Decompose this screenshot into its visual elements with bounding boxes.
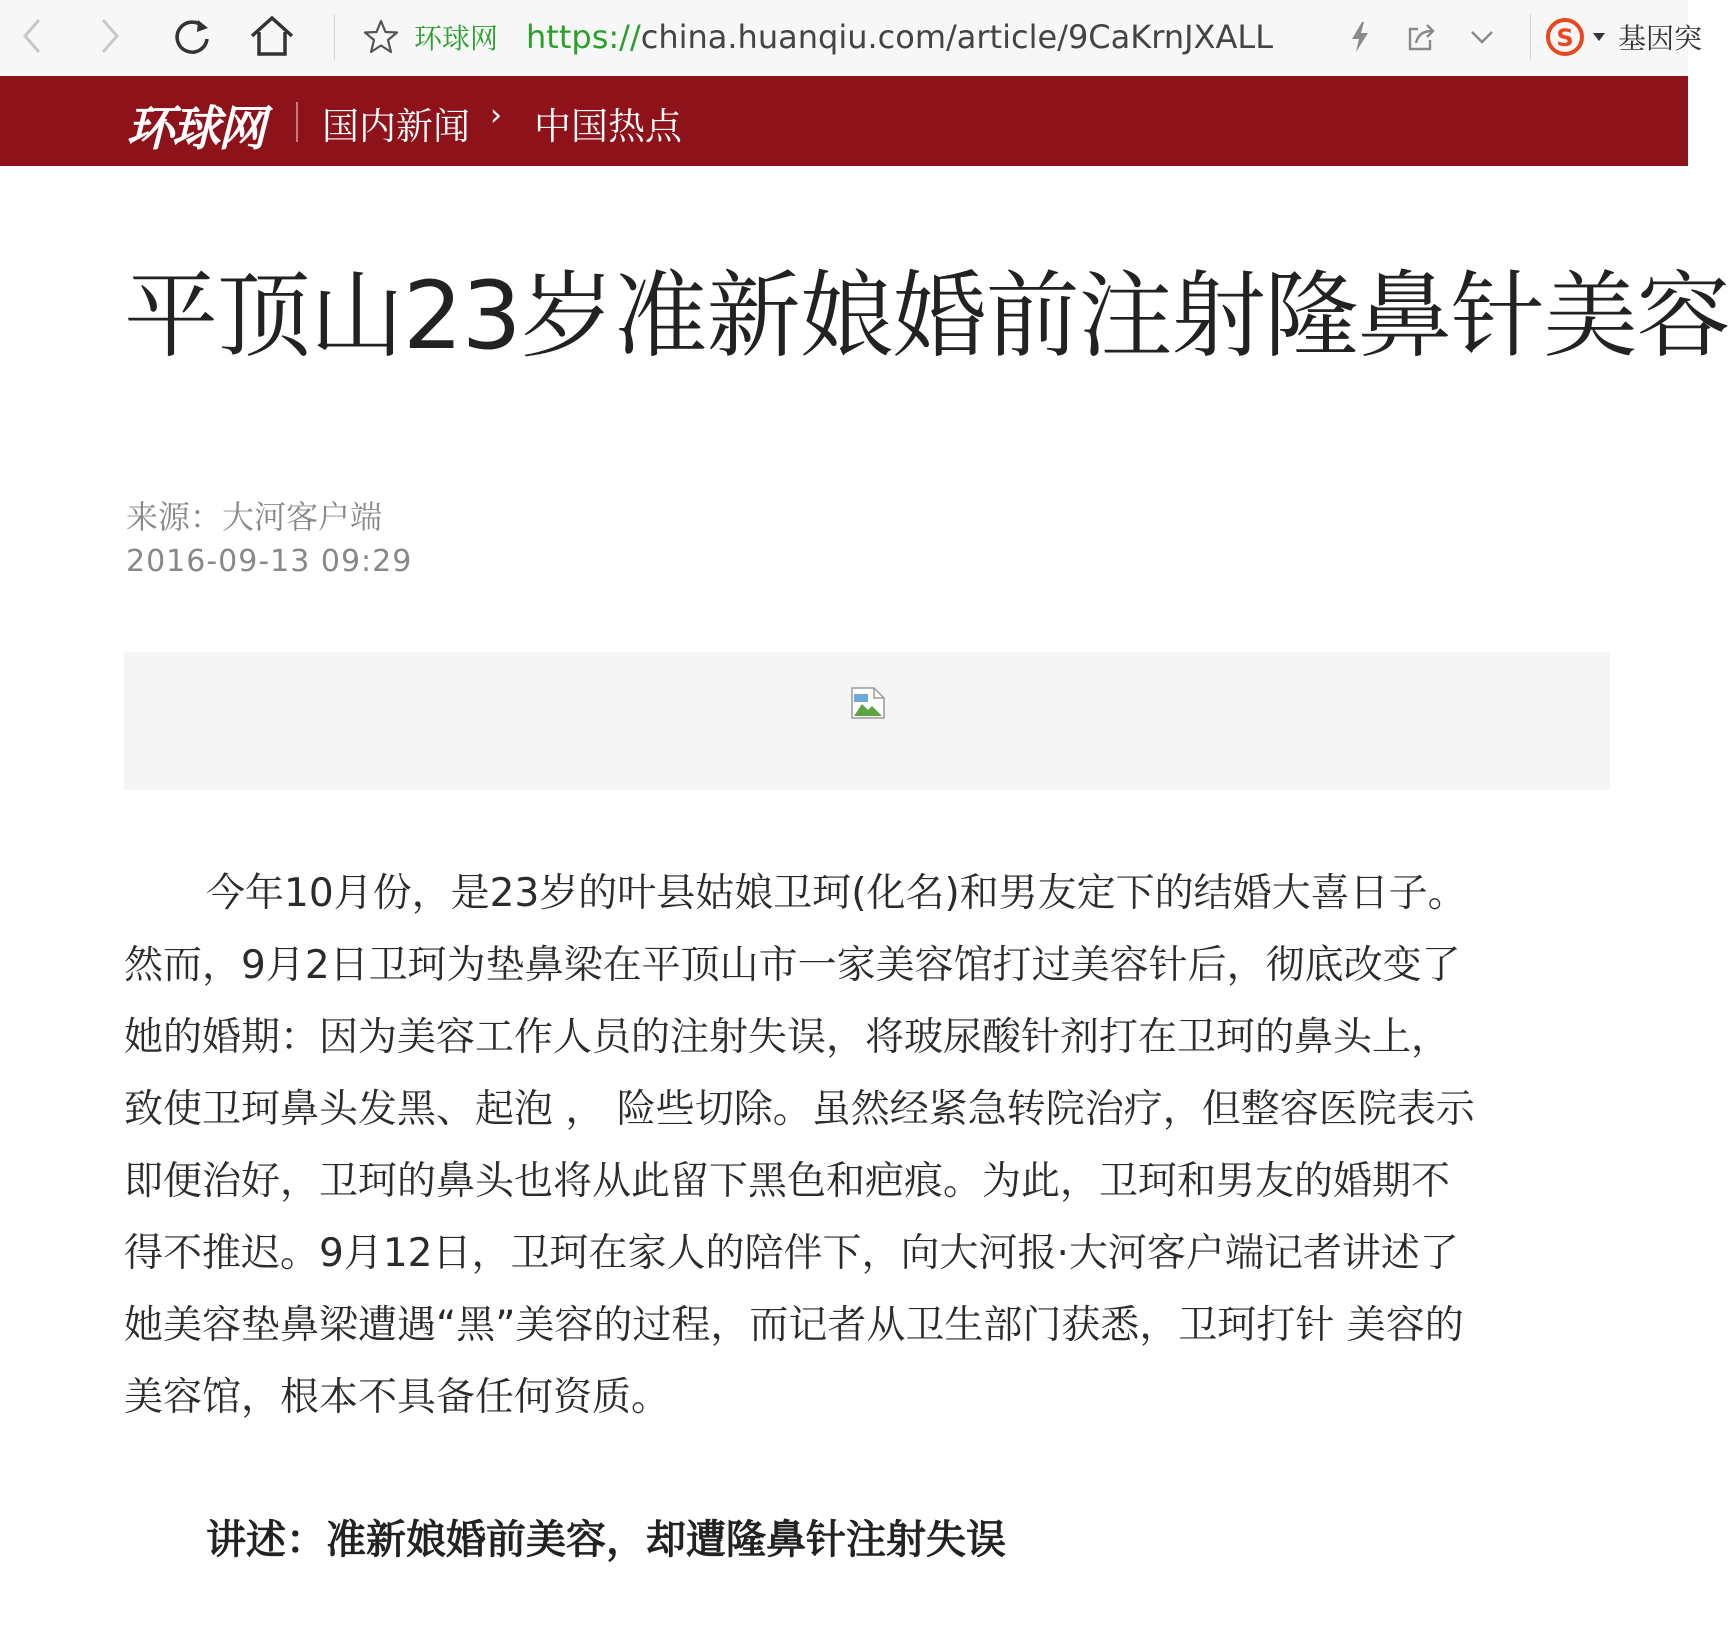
paragraph-line: 即便治好，卫珂的鼻头也将从此留下黑色和疤痕。为此，卫珂和男友的婚期不: [124, 1159, 1451, 1204]
url-text: china.huanqiu.com/article/9CaKrnJXALL: [640, 18, 1274, 56]
toolbar-divider: [334, 14, 335, 60]
forward-button[interactable]: [86, 12, 134, 60]
header-divider: [296, 102, 298, 142]
flash-button[interactable]: [1340, 14, 1380, 60]
paragraph-line: 她的婚期：因为美容工作人员的注射失误，将玻尿酸针剂打在卫珂的鼻头上，: [124, 1015, 1451, 1060]
site-logo[interactable]: 环球网: [126, 101, 265, 157]
paragraph-line: 得不推迟。9月12日，卫珂在家人的陪伴下，向大河报·大河客户端记者讲述了: [124, 1231, 1459, 1276]
paragraph-line: 致使卫珂鼻头发黑、起泡 ， 险些切除。虽然经紧急转院治疗，但整容医院表示: [124, 1087, 1475, 1132]
home-button[interactable]: [248, 12, 296, 60]
search-text[interactable]: 基因突: [1618, 22, 1703, 55]
back-button[interactable]: [8, 12, 56, 60]
article-source: 来源：大河客户端: [126, 498, 383, 536]
share-button[interactable]: [1400, 14, 1444, 60]
article-image-placeholder: [124, 652, 1610, 790]
broken-image-icon: [850, 686, 886, 720]
toolbar-divider: [1530, 14, 1531, 60]
site-name-label: 环球网: [414, 22, 499, 55]
breadcrumb-china-hotspot[interactable]: 中国热点: [534, 105, 682, 148]
breadcrumb-domestic-news[interactable]: 国内新闻: [322, 105, 470, 148]
home-icon: [249, 14, 295, 58]
search-engine-box[interactable]: [1546, 14, 1702, 60]
paragraph-line: 她美容垫鼻梁遭遇“黑”美容的过程，而记者从卫生部门获悉，卫珂打针 美容的: [124, 1303, 1464, 1348]
article-body: [124, 858, 1624, 1434]
dropdown-button[interactable]: [1462, 14, 1502, 60]
reload-button[interactable]: [168, 12, 216, 60]
browser-toolbar: [0, 0, 1703, 77]
section-subheading: 讲述：准新娘婚前美容，却遭隆鼻针注射失误: [206, 1517, 1006, 1563]
lightning-icon: [1348, 20, 1372, 54]
sogou-icon[interactable]: [1546, 16, 1588, 58]
paragraph-line: 美容馆，根本不具备任何资质。: [124, 1375, 671, 1420]
site-header: [0, 76, 1688, 166]
url-scheme: https://: [526, 18, 641, 56]
share-icon: [1406, 21, 1438, 53]
paragraph-line: 然而，9月2日卫珂为垫鼻梁在平顶山市一家美容馆打过美容针后，彻底改变了: [124, 943, 1461, 988]
caret-down-icon[interactable]: [1592, 32, 1606, 42]
breadcrumb-separator: ›: [490, 98, 502, 133]
article-date: 2016-09-13 09:29: [126, 544, 413, 579]
address-bar[interactable]: [362, 12, 1273, 62]
svg-text:S: S: [1556, 24, 1574, 52]
paragraph-line: 今年10月份，是23岁的叶县姑娘卫珂(化名)和男友定下的结婚大喜日子。: [206, 871, 1467, 916]
article-title: 平顶山23岁准新娘婚前注射隆鼻针美容: [124, 262, 1730, 371]
chevron-down-icon: [1469, 28, 1495, 46]
reload-icon: [170, 14, 214, 58]
forward-icon: [95, 16, 125, 56]
star-icon[interactable]: [362, 18, 400, 56]
back-icon: [17, 16, 47, 56]
